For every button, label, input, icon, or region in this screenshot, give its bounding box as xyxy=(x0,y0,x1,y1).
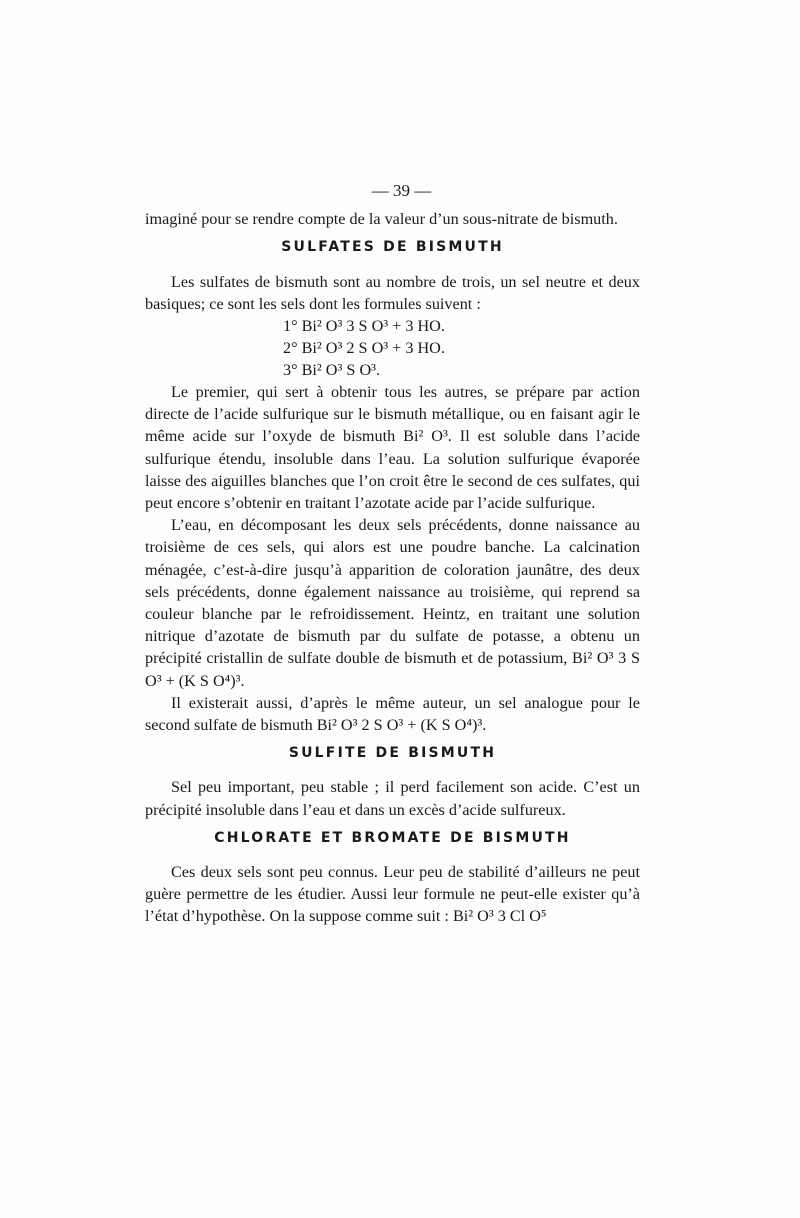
sulfates-paragraph-1: Les sulfates de bismuth sont au nombre de trois, un sel neutre et deux basiques; ce sont les sels dont les formules suivent : xyxy=(145,272,640,313)
section-heading-sulfates: SULFATES DE BISMUTH xyxy=(281,239,504,256)
sulfates-paragraph-3: L’eau, en décomposant les deux sels précédents, donne naissance au troisième de ces sels, qui alors est une poudre banche. La calcination ménagée, c’est-à-dire jusqu’à apparition de coloration jaunâtre, des deux sels précédents, donne également naissance au troisième, qui reprend sa couleur blanche par le refroidissement. Heintz, en traitant une solution nitrique d’azotate de bismuth par du sulfate de potasse, a obtenu un précipité cristallin de sulfate double de bismuth et de potassium, Bi² O³ 3 S O³ + (K S O⁴)³. xyxy=(145,516,640,690)
formula-2: 2° Bi² O³ 2 S O³ + 3 HO. xyxy=(283,339,445,358)
sulfite-paragraph: Sel peu important, peu stable ; il perd facilement son acide. C’est un précipité insoluble dans l’eau et dans un excès d’acide sulfureux. xyxy=(145,778,640,819)
formula-1: 1° Bi² O³ 3 S O³ + 3 HO. xyxy=(283,317,445,336)
page-content xyxy=(145,180,640,928)
intro-paragraph: imaginé pour se rendre compte de la valeur d’un sous-nitrate de bismuth. xyxy=(145,210,618,229)
chlorate-paragraph: Ces deux sels sont peu connus. Leur peu de stabilité d’ailleurs ne peut guère permettre de les étudier. Aussi leur formule ne peut-elle exister qu’à l’état d’hypothèse. On la suppose comme suit : Bi² O³ 3 Cl O⁵ xyxy=(145,863,640,926)
section-heading-chlorate-bromate: CHLORATE ET BROMATE DE BISMUTH xyxy=(214,829,571,846)
page-number: — 39 — xyxy=(371,181,432,200)
section-heading-sulfite: SULFITE DE BISMUTH xyxy=(288,745,497,762)
formula-3: 3° Bi² O³ S O³. xyxy=(283,361,381,380)
sulfates-paragraph-4: Il existerait aussi, d’après le même auteur, un sel analogue pour le second sulfate de bismuth Bi² O³ 2 S O³ + (K S O⁴)³. xyxy=(145,693,640,735)
sulfates-formula-list xyxy=(145,315,640,381)
sulfates-paragraph-2: Le premier, qui sert à obtenir tous les autres, se prépare par action directe de l’acide sulfurique sur le bismuth métallique, ou en faisant agir le même acide sur l’oxyde de bismuth Bi² O³. Il est soluble dans l’acide sulfurique étendu, insoluble dans l’eau. La solution sulfurique évaporée laisse des aiguilles blanches que l’on croit être le second de ces sulfates, qui peut encore s’obtenir en traitant l’azotate acide par l’acide sulfurique. xyxy=(145,383,640,513)
